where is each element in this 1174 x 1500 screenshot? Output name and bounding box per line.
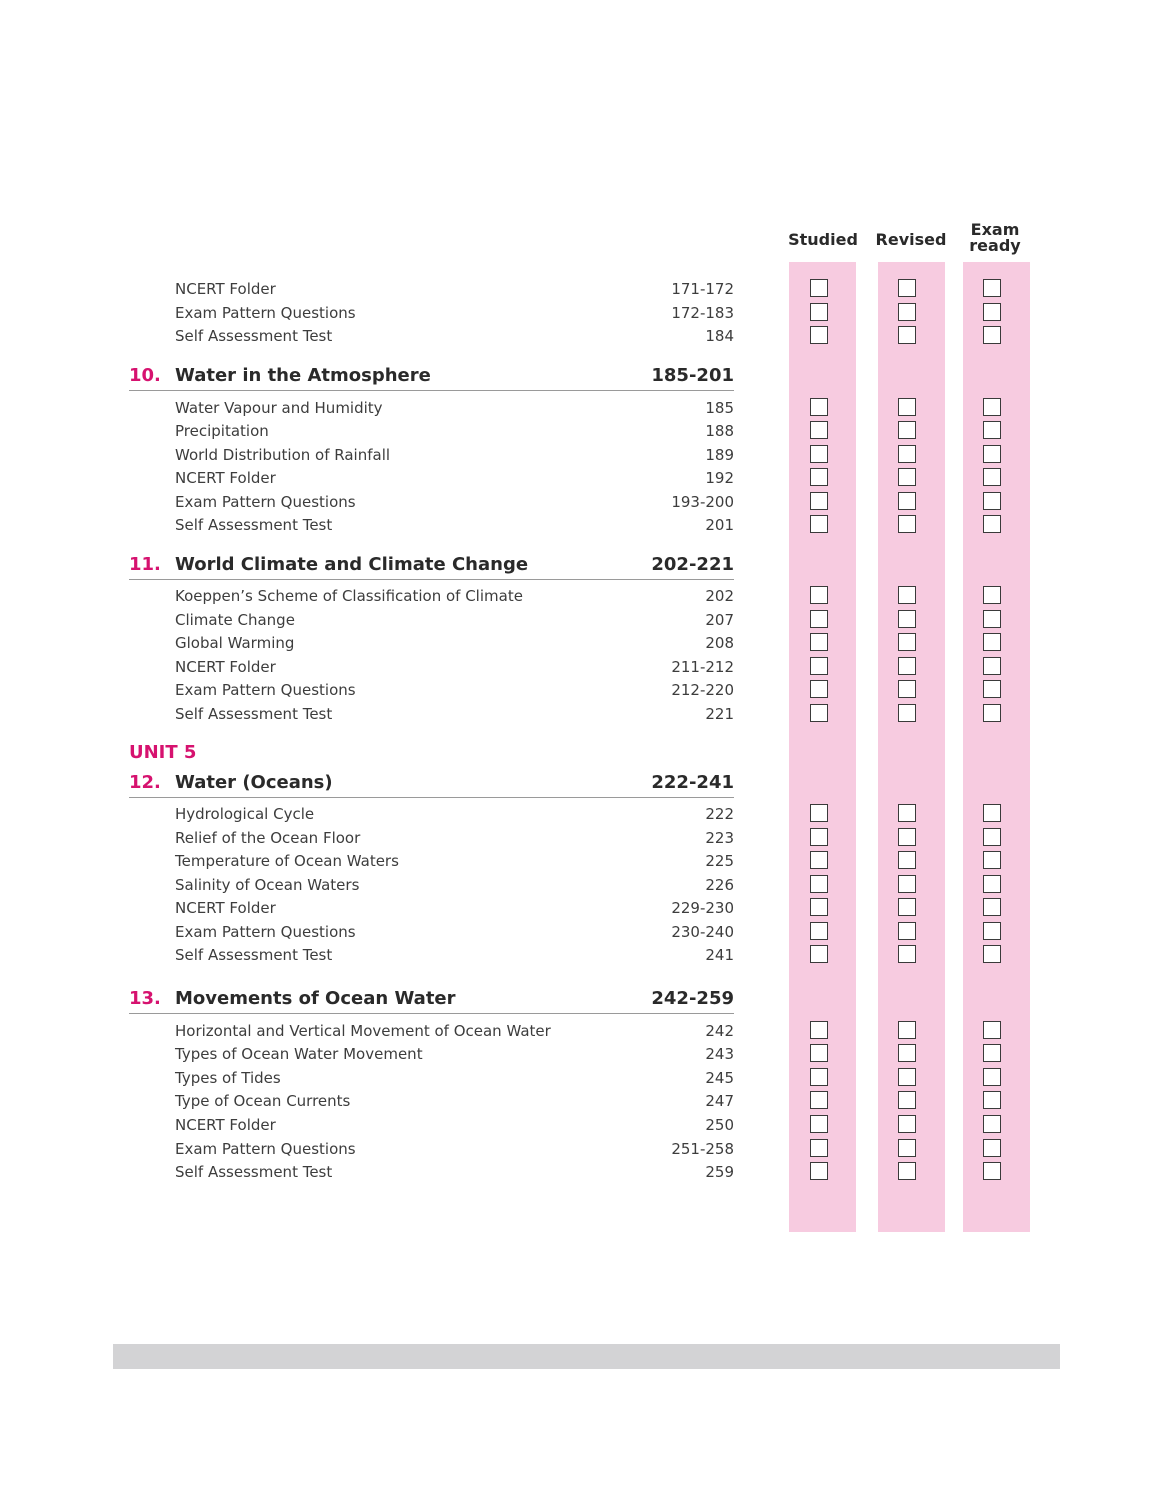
exam-ready-checkbox[interactable] bbox=[983, 492, 1001, 510]
exam-ready-checkbox[interactable] bbox=[983, 1115, 1001, 1133]
revised-checkbox[interactable] bbox=[898, 945, 916, 963]
list-item bbox=[0, 804, 1174, 826]
list-item bbox=[0, 326, 1174, 348]
exam-ready-checkbox[interactable] bbox=[983, 515, 1001, 533]
topic-pages: 226 bbox=[705, 876, 734, 894]
revised-checkbox[interactable] bbox=[898, 468, 916, 486]
exam-ready-checkbox[interactable] bbox=[983, 898, 1001, 916]
list-item bbox=[0, 1044, 1174, 1066]
studied-checkbox[interactable] bbox=[810, 326, 828, 344]
topic-title: Hydrological Cycle bbox=[175, 805, 315, 823]
list-item bbox=[0, 657, 1174, 679]
topic-title: Global Warming bbox=[175, 634, 295, 652]
revised-checkbox[interactable] bbox=[898, 804, 916, 822]
exam-ready-checkbox[interactable] bbox=[983, 1021, 1001, 1039]
exam-ready-checkbox[interactable] bbox=[983, 680, 1001, 698]
list-item bbox=[0, 1162, 1174, 1184]
chapter-title: Movements of Ocean Water bbox=[175, 988, 456, 1009]
topic-title: Horizontal and Vertical Movement of Ocean Water bbox=[175, 1022, 551, 1040]
revised-checkbox[interactable] bbox=[898, 828, 916, 846]
chapter-number: 11. bbox=[129, 554, 161, 575]
topic-pages: 208 bbox=[705, 634, 734, 652]
exam-ready-checkbox[interactable] bbox=[983, 1091, 1001, 1109]
topic-pages: 192 bbox=[705, 469, 734, 487]
topic-pages: 211-212 bbox=[671, 658, 734, 676]
topic-pages: 242 bbox=[705, 1022, 734, 1040]
footer-bar bbox=[113, 1344, 1060, 1369]
list-item bbox=[0, 468, 1174, 490]
studied-checkbox[interactable] bbox=[810, 704, 828, 722]
revised-checkbox[interactable] bbox=[898, 1044, 916, 1062]
revised-checkbox[interactable] bbox=[898, 1139, 916, 1157]
exam-ready-checkbox[interactable] bbox=[983, 279, 1001, 297]
list-item bbox=[0, 610, 1174, 632]
topic-pages: 188 bbox=[705, 422, 734, 440]
topic-title: Self Assessment Test bbox=[175, 327, 333, 345]
topic-title: Climate Change bbox=[175, 611, 295, 629]
topic-title: Types of Ocean Water Movement bbox=[175, 1045, 423, 1063]
list-item bbox=[0, 1139, 1174, 1161]
topic-title: Precipitation bbox=[175, 422, 269, 440]
exam-ready-checkbox[interactable] bbox=[983, 610, 1001, 628]
revised-checkbox[interactable] bbox=[898, 1021, 916, 1039]
topic-title: NCERT Folder bbox=[175, 280, 276, 298]
studied-checkbox[interactable] bbox=[810, 279, 828, 297]
exam-ready-header-line2: ready bbox=[969, 236, 1021, 255]
list-item bbox=[0, 633, 1174, 655]
list-item bbox=[0, 398, 1174, 420]
topic-pages: 241 bbox=[705, 946, 734, 964]
exam-ready-checkbox[interactable] bbox=[983, 398, 1001, 416]
topic-title: Self Assessment Test bbox=[175, 946, 333, 964]
studied-checkbox[interactable] bbox=[810, 492, 828, 510]
studied-checkbox[interactable] bbox=[810, 633, 828, 651]
topic-pages: 223 bbox=[705, 829, 734, 847]
list-item bbox=[0, 1068, 1174, 1090]
list-item bbox=[0, 828, 1174, 850]
chapter-rule bbox=[129, 390, 734, 391]
revised-checkbox[interactable] bbox=[898, 326, 916, 344]
studied-checkbox[interactable] bbox=[810, 1091, 828, 1109]
revised-checkbox[interactable] bbox=[898, 1068, 916, 1086]
list-item bbox=[0, 492, 1174, 514]
list-item bbox=[0, 680, 1174, 702]
list-item bbox=[0, 1115, 1174, 1137]
topic-pages: 221 bbox=[705, 705, 734, 723]
topic-pages: 212-220 bbox=[671, 681, 734, 699]
exam-ready-checkbox[interactable] bbox=[983, 303, 1001, 321]
exam-ready-checkbox[interactable] bbox=[983, 1139, 1001, 1157]
studied-checkbox[interactable] bbox=[810, 898, 828, 916]
list-item bbox=[0, 303, 1174, 325]
chapter-rule bbox=[129, 797, 734, 798]
studied-checkbox[interactable] bbox=[810, 922, 828, 940]
chapter-heading bbox=[0, 552, 1174, 582]
revised-checkbox[interactable] bbox=[898, 586, 916, 604]
revised-checkbox[interactable] bbox=[898, 279, 916, 297]
topic-title: Exam Pattern Questions bbox=[175, 1140, 356, 1158]
studied-checkbox[interactable] bbox=[810, 851, 828, 869]
exam-ready-header-line1: Exam bbox=[970, 220, 1020, 239]
studied-checkbox[interactable] bbox=[810, 421, 828, 439]
topic-pages: 259 bbox=[705, 1163, 734, 1181]
exam-ready-checkbox[interactable] bbox=[983, 633, 1001, 651]
studied-checkbox[interactable] bbox=[810, 804, 828, 822]
exam-ready-checkbox[interactable] bbox=[983, 1068, 1001, 1086]
topic-title: Exam Pattern Questions bbox=[175, 493, 356, 511]
topic-title: Self Assessment Test bbox=[175, 1163, 333, 1181]
list-item bbox=[0, 445, 1174, 467]
list-item bbox=[0, 922, 1174, 944]
topic-title: NCERT Folder bbox=[175, 899, 276, 917]
chapter-page-range: 242-259 bbox=[651, 988, 734, 1009]
revised-checkbox[interactable] bbox=[898, 633, 916, 651]
chapter-heading bbox=[0, 986, 1174, 1016]
topic-pages: 225 bbox=[705, 852, 734, 870]
studied-checkbox[interactable] bbox=[810, 875, 828, 893]
topic-title: Types of Tides bbox=[175, 1069, 281, 1087]
chapter-page-range: 185-201 bbox=[651, 365, 734, 386]
exam-ready-checkbox[interactable] bbox=[983, 828, 1001, 846]
studied-checkbox[interactable] bbox=[810, 828, 828, 846]
topic-title: NCERT Folder bbox=[175, 658, 276, 676]
chapter-heading bbox=[0, 363, 1174, 393]
topic-title: Salinity of Ocean Waters bbox=[175, 876, 360, 894]
list-item bbox=[0, 945, 1174, 967]
topic-title: Exam Pattern Questions bbox=[175, 681, 356, 699]
exam-ready-checkbox[interactable] bbox=[983, 875, 1001, 893]
exam-ready-checkbox[interactable] bbox=[983, 326, 1001, 344]
exam-ready-checkbox[interactable] bbox=[983, 851, 1001, 869]
studied-checkbox[interactable] bbox=[810, 1068, 828, 1086]
topic-title: Water Vapour and Humidity bbox=[175, 399, 383, 417]
chapter-rule bbox=[129, 1013, 734, 1014]
topic-pages: 185 bbox=[705, 399, 734, 417]
revised-checkbox[interactable] bbox=[898, 1162, 916, 1180]
list-item bbox=[0, 898, 1174, 920]
topic-pages: 230-240 bbox=[671, 923, 734, 941]
topic-pages: 247 bbox=[705, 1092, 734, 1110]
topic-title: Relief of the Ocean Floor bbox=[175, 829, 361, 847]
revised-checkbox[interactable] bbox=[898, 704, 916, 722]
studied-checkbox[interactable] bbox=[810, 1021, 828, 1039]
chapter-title: Water in the Atmosphere bbox=[175, 365, 431, 386]
topic-pages: 222 bbox=[705, 805, 734, 823]
studied-checkbox[interactable] bbox=[810, 515, 828, 533]
revised-checkbox[interactable] bbox=[898, 303, 916, 321]
exam-ready-checkbox[interactable] bbox=[983, 421, 1001, 439]
list-item bbox=[0, 279, 1174, 301]
topic-title: NCERT Folder bbox=[175, 1116, 276, 1134]
studied-checkbox[interactable] bbox=[810, 586, 828, 604]
list-item bbox=[0, 1021, 1174, 1043]
topic-title: Exam Pattern Questions bbox=[175, 304, 356, 322]
revised-checkbox[interactable] bbox=[898, 851, 916, 869]
revised-checkbox[interactable] bbox=[898, 398, 916, 416]
topic-pages: 172-183 bbox=[671, 304, 734, 322]
exam-ready-checkbox[interactable] bbox=[983, 445, 1001, 463]
studied-checkbox[interactable] bbox=[810, 945, 828, 963]
topic-title: World Distribution of Rainfall bbox=[175, 446, 391, 464]
studied-checkbox[interactable] bbox=[810, 680, 828, 698]
list-item bbox=[0, 1091, 1174, 1113]
chapter-number: 13. bbox=[129, 988, 161, 1009]
list-item bbox=[0, 704, 1174, 726]
studied-checkbox[interactable] bbox=[810, 1139, 828, 1157]
topic-title: Koeppen’s Scheme of Classification of Climate bbox=[175, 587, 523, 605]
topic-pages: 250 bbox=[705, 1116, 734, 1134]
chapter-number: 12. bbox=[129, 772, 161, 793]
chapter-rule bbox=[129, 579, 734, 580]
chapter-title: World Climate and Climate Change bbox=[175, 554, 529, 575]
revised-checkbox[interactable] bbox=[898, 898, 916, 916]
chapter-heading bbox=[0, 770, 1174, 800]
revised-checkbox[interactable] bbox=[898, 1115, 916, 1133]
topic-title: Self Assessment Test bbox=[175, 516, 333, 534]
list-item bbox=[0, 421, 1174, 443]
topic-title: Self Assessment Test bbox=[175, 705, 333, 723]
topic-pages: 202 bbox=[705, 587, 734, 605]
studied-checkbox[interactable] bbox=[810, 1044, 828, 1062]
revised-checkbox[interactable] bbox=[898, 610, 916, 628]
studied-checkbox[interactable] bbox=[810, 303, 828, 321]
list-item bbox=[0, 586, 1174, 608]
topic-pages: 171-172 bbox=[671, 280, 734, 298]
studied-checkbox[interactable] bbox=[810, 610, 828, 628]
revised-checkbox[interactable] bbox=[898, 680, 916, 698]
revised-checkbox[interactable] bbox=[898, 1091, 916, 1109]
topic-title: Temperature of Ocean Waters bbox=[175, 852, 399, 870]
exam-ready-checkbox[interactable] bbox=[983, 922, 1001, 940]
topic-pages: 193-200 bbox=[671, 493, 734, 511]
topic-pages: 207 bbox=[705, 611, 734, 629]
topic-pages: 184 bbox=[705, 327, 734, 345]
studied-checkbox[interactable] bbox=[810, 445, 828, 463]
revised-checkbox[interactable] bbox=[898, 445, 916, 463]
topic-pages: 251-258 bbox=[671, 1140, 734, 1158]
exam-ready-checkbox[interactable] bbox=[983, 1162, 1001, 1180]
topic-title: NCERT Folder bbox=[175, 469, 276, 487]
topic-pages: 243 bbox=[705, 1045, 734, 1063]
list-item bbox=[0, 875, 1174, 897]
topic-title: Type of Ocean Currents bbox=[175, 1092, 351, 1110]
chapter-number: 10. bbox=[129, 365, 161, 386]
exam-ready-checkbox[interactable] bbox=[983, 468, 1001, 486]
exam-ready-checkbox[interactable] bbox=[983, 586, 1001, 604]
revised-checkbox[interactable] bbox=[898, 657, 916, 675]
topic-pages: 201 bbox=[705, 516, 734, 534]
list-item bbox=[0, 515, 1174, 537]
chapter-title: Water (Oceans) bbox=[175, 772, 333, 793]
exam-ready-checkbox[interactable] bbox=[983, 804, 1001, 822]
revised-column-header: Revised bbox=[875, 230, 947, 249]
exam-ready-checkbox[interactable] bbox=[983, 704, 1001, 722]
chapter-page-range: 222-241 bbox=[651, 772, 734, 793]
exam-ready-checkbox[interactable] bbox=[983, 1044, 1001, 1062]
revised-checkbox[interactable] bbox=[898, 515, 916, 533]
revised-checkbox[interactable] bbox=[898, 421, 916, 439]
exam-ready-column-header bbox=[950, 222, 1040, 254]
chapter-page-range: 202-221 bbox=[651, 554, 734, 575]
studied-checkbox[interactable] bbox=[810, 468, 828, 486]
exam-ready-checkbox[interactable] bbox=[983, 657, 1001, 675]
studied-checkbox[interactable] bbox=[810, 1115, 828, 1133]
revised-checkbox[interactable] bbox=[898, 492, 916, 510]
topic-title: Exam Pattern Questions bbox=[175, 923, 356, 941]
studied-checkbox[interactable] bbox=[810, 657, 828, 675]
studied-checkbox[interactable] bbox=[810, 1162, 828, 1180]
topic-pages: 189 bbox=[705, 446, 734, 464]
revised-checkbox[interactable] bbox=[898, 875, 916, 893]
topic-pages: 229-230 bbox=[671, 899, 734, 917]
studied-checkbox[interactable] bbox=[810, 398, 828, 416]
exam-ready-checkbox[interactable] bbox=[983, 945, 1001, 963]
list-item bbox=[0, 851, 1174, 873]
unit-heading: UNIT 5 bbox=[129, 742, 197, 763]
revised-checkbox[interactable] bbox=[898, 922, 916, 940]
studied-column-header: Studied bbox=[788, 230, 858, 249]
topic-pages: 245 bbox=[705, 1069, 734, 1087]
